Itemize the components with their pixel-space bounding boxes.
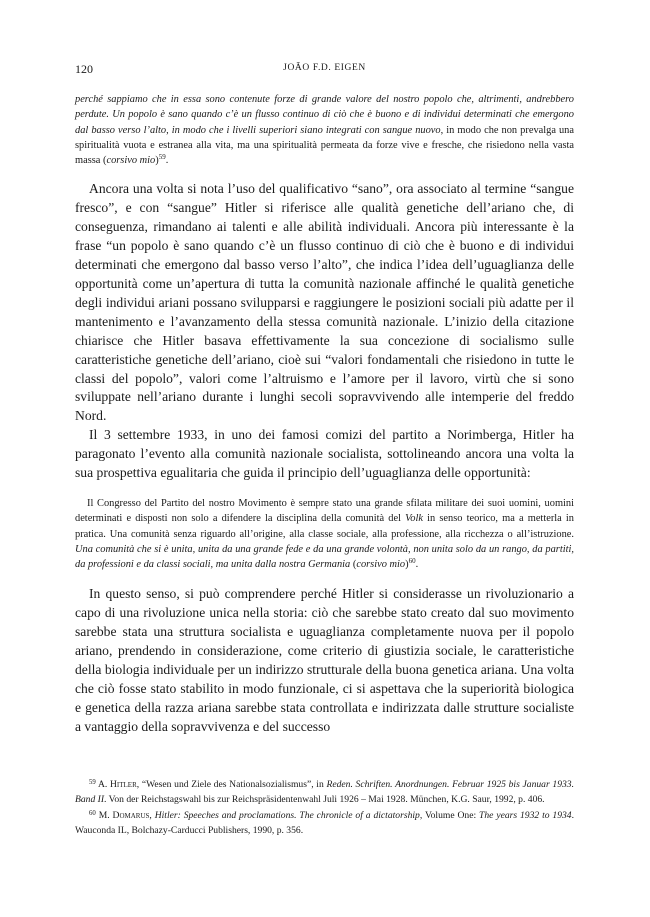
book-page	[75, 62, 574, 737]
footnote-text: , Volume One:	[419, 810, 480, 822]
quote-roman-text: , in modo che non prevalga una spiritualità vuota e estranea alla vita, ma una spiritualità permeata da forze vive e fresche, che risiedono nella vasta massa (	[75, 124, 574, 167]
block-quote	[75, 496, 574, 572]
footnote-author-initial: A.	[97, 779, 110, 790]
quote-roman-text: )	[405, 559, 409, 571]
quote-italic-volk: Volk	[405, 513, 423, 525]
quote-roman-text: )	[155, 155, 159, 167]
paragraph-3: In questo senso, si può comprendere perché Hitler si considerasse un rivoluzionario a capo di una rivoluzione unica nella storia: ciò che sarebbe stato creato dal suo movimento sarebbe stata una struttura socialista e uguaglianza completamente nuova per il popolo ariano, prendendo in considerazione, come criterio di giustizia sociale, le caratteristiche della biologia individuale per un indirizzo strutturale della buona genetica ariana. Una volta che ciò fosse stato stabilito in modo funzionale, ci si aspettava che la superiorità biologica e genetica della razza ariana sarebbe stata controllata e indirizzata dalle strutture socialiste a vantaggio della sopravvivenza e del successo	[75, 586, 574, 734]
footnote-title: The years 1932 to 1934	[479, 810, 572, 822]
page-header	[75, 62, 574, 80]
footnote-60	[75, 807, 574, 838]
running-head: JOÃO F.D. EIGEN	[283, 63, 366, 73]
footnote-title: Hitler: Speeches and proclamations. The chronicle of a dictatorship	[154, 810, 420, 822]
footnote-title: Reden. Schriften. Anordnungen. Februar 1925 bis Januar 1933. Band II	[75, 779, 574, 805]
footnote-text: . Wauconda IL, Bolchazy-Carducci Publishers, 1990, p. 356.	[75, 810, 575, 837]
footnote-text: . Von der Reichstagswahl bis zur Reichspräsidentenwahl Juli 1926 – Mai 1928. München, K.G. Saur, 1992, p. 406.	[104, 793, 545, 805]
footnote-text: , “Wesen und Ziele des Nationalsozialismus”, in	[136, 779, 327, 790]
quote-end: .	[165, 155, 169, 167]
quote-continuation	[75, 92, 574, 168]
quote-end: .	[415, 559, 419, 571]
emphasis-note: corsivo mio	[106, 155, 156, 167]
quote-roman-text: (	[350, 559, 357, 571]
quote-roman-text: Il Congresso del Partito del nostro Movimento è sempre stato una grande sfilata militare dei suoi uomini, uomini determinati e disposti non solo a difendere la disciplina della comunità del	[75, 497, 574, 525]
footnote-59	[75, 776, 574, 807]
quote-roman-text: in senso teorico, ma a metterla in pratica. Una comunità senza riguardo all’origine, alla classe sociale, alla professione, alla ricchezza o all’istruzione.	[75, 513, 574, 540]
footnote-number: 59	[89, 779, 96, 786]
paragraph-2: Il 3 settembre 1933, in uno dei famosi comizi del partito a Norimberga, Hitler ha paragonato l’evento alla comunità nazionale socialista, sottolineando ancora una volta la sua prospettiva egualitaria che guida il principio dell’uguaglianza delle opportunità:	[75, 427, 574, 481]
footnote-ref-60[interactable]: 60	[408, 557, 416, 566]
footnote-number: 60	[89, 810, 96, 818]
quote-italic-text: perché sappiamo che in essa sono contenute forze di grande valore del nostro popolo che, altrimenti, andrebbero perdute. Un popolo è sano quando c’è un flusso continuo di ciò che è buono e di individui determinati che emergono dal basso verso l’alto, in modo che i livelli superiori siano integrati con sangue nuovo	[75, 94, 574, 136]
footnotes	[75, 776, 574, 839]
paragraph-1: Ancora una volta si nota l’uso del qualificativo “sano”, ora associato al termine “sangue fresco”, e con “sangue” Hitler si riferisce alle qualità genetiche dell’ariano che, di conseguenza, rimandano ai talenti e alle abilità individuali. Ancora più interessante è la frase “un popolo è sano quando c’è un flusso continuo di ciò che è buono e di individui determinati che emergono dal basso verso l’alto”, che indica l’idea dell’uguaglianza delle opportunità come un’apertura di tutta la comunità nazionale affinché le qualità genetiche degli individui ariani possano svilupparsi e raggiungere le posizioni sociali più adatte per il mantenimento e l’avanzamento della stessa comunità nazionale. L’inizio della citazione chiarisce che Hitler basava effettivamente la sua concezione di socialismo sulle caratteristiche genetiche dell’ariano, cioè sui “valori fondamentali che risiedono in tutte le classi del popolo”, valori come l’altruismo e l’amore per il lavoro, virtù che si sono sviluppate nell’ariano durante i lunghi secoli sopravvivendo alle intemperie del freddo Nord.	[75, 181, 574, 424]
page-number: 120	[75, 62, 93, 76]
footnote-author-initial: M.	[98, 810, 113, 822]
quote-italic-text: Una comunità che si è unita, unita da una grande fede e da una grande volontà, non unita solo da un rango, da partiti, da professioni e da classi sociali, ma unita dalla nostra Germania	[75, 543, 574, 571]
footnote-author: Domarus	[112, 810, 150, 822]
footnote-ref-59[interactable]: 59	[158, 153, 166, 162]
footnote-author: Hitler	[110, 779, 137, 790]
footnote-text: ,	[149, 810, 155, 822]
emphasis-note: corsivo mio	[356, 559, 406, 571]
